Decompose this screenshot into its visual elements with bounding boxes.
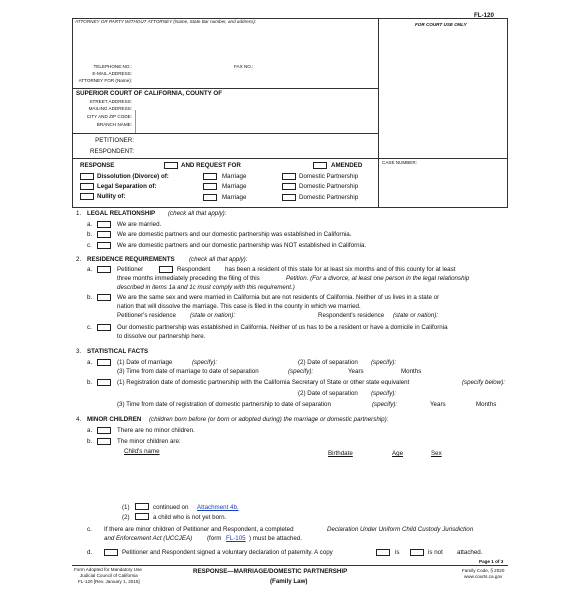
s4-is-label: is: [395, 549, 400, 556]
s4-paternity-checkbox[interactable]: [104, 549, 118, 556]
s3-number: 3.: [76, 348, 82, 355]
s3-a3-years: Years: [348, 368, 364, 375]
s1-married-checkbox[interactable]: [97, 221, 111, 228]
s3-b2-hint: (specify):: [371, 390, 397, 397]
s3-b3-hint: (specify):: [372, 401, 398, 408]
s2-number: 2.: [76, 256, 82, 263]
col-age: Age: [392, 450, 404, 457]
dissolution-marriage-label: Marriage: [222, 173, 247, 180]
s3-a2-hint: (specify):: [371, 359, 397, 366]
city-zip-label: CITY AND ZIP CODE:: [86, 114, 132, 119]
amended-label: AMENDED: [331, 162, 363, 169]
legal-separation-checkbox[interactable]: [80, 183, 94, 190]
s2-dp-ca-checkbox[interactable]: [97, 324, 111, 331]
s4-a-text: There are no minor children.: [117, 427, 195, 434]
s4-c-text2c: ) must be attached.: [249, 535, 302, 542]
email-label: E-MAIL ADDRESS:: [92, 71, 132, 76]
s2-b-resp-res: Respondent's residence: [318, 312, 385, 319]
s4-a-letter: a.: [87, 427, 93, 434]
s4-b2-number: (2): [122, 514, 130, 521]
s2-a-petitioner: Petitioner: [117, 266, 144, 273]
s3-b2: (2) Date of separation: [298, 390, 358, 397]
response-label: RESPONSE: [80, 162, 115, 169]
mailing-label: MAILING ADDRESS:: [88, 106, 132, 111]
s1-dp-ca-checkbox[interactable]: [97, 231, 111, 238]
s2-petitioner-checkbox[interactable]: [97, 266, 111, 273]
dissolution-dp-checkbox[interactable]: [282, 173, 296, 180]
s4-d-letter: d.: [87, 549, 93, 556]
s3-b3-months: Months: [476, 401, 497, 408]
s2-a-letter: a.: [87, 266, 93, 273]
s4-b-letter: b.: [87, 438, 93, 445]
s1-a-letter: a.: [87, 221, 93, 228]
s3-b1: (1) Registration date of domestic partnership with the California Secretary of State or other state equivalent: [117, 379, 410, 386]
s2-same-sex-checkbox[interactable]: [97, 294, 111, 301]
s3-a1-hint: (specify):: [192, 359, 218, 366]
nullity-dp-checkbox[interactable]: [282, 194, 296, 201]
s3-b-letter: b.: [87, 379, 93, 386]
s4-c-letter: c.: [87, 526, 92, 533]
nullity-marriage-checkbox[interactable]: [203, 194, 217, 201]
dissolution-marriage-checkbox[interactable]: [203, 173, 217, 180]
amended-checkbox[interactable]: [313, 162, 327, 169]
s1-title: LEGAL RELATIONSHIP: [87, 210, 156, 217]
fl-105-link[interactable]: FL-105: [226, 535, 246, 542]
s4-b-text: The minor children are:: [117, 438, 181, 445]
s4-c-text1b: Declaration Under Uniform Child Custody Jurisdiction: [327, 526, 474, 533]
s4-title: MINOR CHILDREN: [87, 416, 142, 423]
footer-code: Family Code, § 2020: [462, 568, 505, 573]
s2-hint: (check all that apply):: [189, 256, 248, 263]
footer-council: Judicial Council of California: [80, 573, 138, 578]
nullity-marriage-label: Marriage: [222, 194, 247, 201]
s2-c-text2: to dissolve our partnership here.: [117, 333, 206, 340]
petitioner-label: PETITIONER:: [95, 137, 134, 144]
s2-respondent-checkbox[interactable]: [159, 266, 173, 273]
and-request-label: AND REQUEST FOR: [181, 162, 241, 169]
s3-a3-months: Months: [401, 368, 422, 375]
dissolution-checkbox[interactable]: [80, 173, 94, 180]
s3-b1-hint: (specify below):: [462, 379, 505, 386]
s2-c-letter: c.: [87, 324, 92, 331]
court-use-label: FOR COURT USE ONLY: [415, 22, 467, 27]
s1-a-text: We are married.: [117, 221, 162, 228]
separation-marriage-label: Marriage: [222, 183, 247, 190]
s4-attached-label: attached.: [457, 549, 483, 556]
s1-b-text: We are domestic partners and our domestic partnership was established in California.: [117, 231, 352, 238]
separation-marriage-checkbox[interactable]: [203, 183, 217, 190]
s3-a3-hint: (specify):: [288, 368, 314, 375]
s1-b-letter: b.: [87, 231, 93, 238]
s3-a2: (2) Date of separation: [298, 359, 358, 366]
and-request-checkbox[interactable]: [164, 162, 178, 169]
separation-dp-checkbox[interactable]: [282, 183, 296, 190]
footer-revision: FL-120 [Rev. January 1, 2015]: [78, 579, 140, 584]
nullity-dp-label: Domestic Partnership: [299, 194, 359, 201]
s2-a-text3: described in items 1a and 1c must comply with this requirement.): [117, 284, 295, 291]
case-number-label: CASE NUMBER:: [382, 160, 417, 165]
dissolution-label: Dissolution (Divorce) of:: [97, 173, 169, 180]
s3-a3: (3) Time from date of marriage to date of separation: [117, 368, 259, 375]
footer-subtitle: (Family Law): [270, 578, 308, 585]
s4-no-children-checkbox[interactable]: [97, 427, 111, 434]
s4-unborn-checkbox[interactable]: [135, 513, 149, 520]
s4-b2-text: a child who is not yet born.: [153, 514, 227, 521]
footer-website: www.courts.ca.gov: [464, 574, 503, 579]
s3-a-letter: a.: [87, 359, 93, 366]
s4-d-text: Petitioner and Respondent signed a voluntary declaration of paternity. A copy: [122, 549, 333, 556]
s4-c-text2a: and Enforcement Act (UCCJEA): [104, 535, 193, 542]
s4-b1-number: (1): [122, 504, 130, 511]
nullity-label: Nullity of:: [97, 193, 126, 200]
s2-a-text1: has been a resident of this state for at least six months and of this county for at least: [225, 266, 456, 273]
s3-dp-checkbox[interactable]: [97, 379, 111, 386]
s4-c-text2b: (form: [207, 535, 222, 542]
s2-b-resp-res-hint: (state or nation):: [393, 312, 439, 319]
s2-title: RESIDENCE REQUIREMENTS: [87, 256, 175, 263]
separation-dp-label: Domestic Partnership: [299, 183, 359, 190]
page-number: Page 1 of 3: [479, 559, 504, 564]
s4-children-checkbox[interactable]: [97, 438, 111, 445]
s2-b-letter: b.: [87, 294, 93, 301]
street-label: STREET ADDRESS:: [89, 99, 132, 104]
footer-title: RESPONSE—MARRIAGE/DOMESTIC PARTNERSHIP: [193, 568, 348, 575]
s3-marriage-checkbox[interactable]: [97, 359, 111, 366]
s1-hint: (check all that apply):: [168, 210, 227, 217]
s2-b-pet-res-hint: (state or nation):: [190, 312, 236, 319]
s3-title: STATISTICAL FACTS: [87, 348, 149, 355]
s1-number: 1.: [76, 210, 82, 217]
s4-is-checkbox[interactable]: [376, 549, 390, 556]
col-sex: Sex: [431, 450, 442, 457]
s4-is-not-label: is not: [428, 549, 443, 556]
respondent-label: RESPONDENT:: [89, 148, 134, 155]
telephone-label: TELEPHONE NO.:: [93, 64, 132, 69]
s4-c-text1a: If there are minor children of Petitioner and Respondent, a completed: [104, 526, 294, 533]
attachment-4b-link[interactable]: Attachment 4b.: [197, 504, 239, 511]
s2-b-pet-res: Petitioner's residence: [117, 312, 176, 319]
s2-a-respondent: Respondent: [177, 266, 211, 273]
s4-attachment-checkbox[interactable]: [135, 503, 149, 510]
s4-hint: (children born before (or born or adopted during) the marriage or domestic partnership):: [149, 416, 389, 423]
s3-b3: (3) Time from date of registration of domestic partnership to date of separation: [117, 401, 331, 408]
s1-c-letter: c.: [87, 242, 92, 249]
s4-is-not-checkbox[interactable]: [410, 549, 424, 556]
s2-c-text1: Our domestic partnership was established in California. Neither of us has to be a resident or have a domicile in California: [117, 324, 448, 331]
nullity-checkbox[interactable]: [80, 193, 94, 200]
footer-adopted: Form Adopted for Mandatory Use: [74, 567, 142, 572]
s2-a-text2: three months immediately preceding the filing of this: [117, 275, 260, 282]
s3-b3-years: Years: [430, 401, 446, 408]
s2-b-text1: We are the same sex and were married in California but are not residents of California. Neither of us lives in a state or: [117, 294, 440, 301]
attorney-label: ATTORNEY OR PARTY WITHOUT ATTORNEY (Name, State Bar number, and address):: [75, 19, 257, 24]
s1-dp-not-ca-checkbox[interactable]: [97, 242, 111, 249]
fax-label: FAX NO.:: [234, 64, 254, 69]
form-number: FL-120: [474, 12, 494, 19]
legal-separation-label: Legal Separation of:: [97, 183, 157, 190]
col-birthdate: Birthdate: [328, 450, 353, 457]
s2-b-text2: nation that will dissolve the marriage. This case is filed in the county in which we married.: [117, 303, 361, 310]
s4-number: 4.: [76, 416, 82, 423]
court-title: SUPERIOR COURT OF CALIFORNIA, COUNTY OF: [76, 90, 222, 97]
dissolution-dp-label: Domestic Partnership: [299, 173, 359, 180]
s4-b1-text: continued on: [153, 504, 189, 511]
s1-c-text: We are domestic partners and our domestic partnership was NOT established in California.: [117, 242, 367, 249]
col-childs-name: Child's name: [124, 448, 160, 455]
s3-a1: (1) Date of marriage: [117, 359, 173, 366]
s2-a-text2-italic: Petition. (For a divorce, at least one person in the legal relationship: [286, 275, 470, 282]
branch-label: BRANCH NAME:: [96, 122, 132, 127]
attorney-for-label: ATTORNEY FOR (Name):: [78, 78, 132, 83]
